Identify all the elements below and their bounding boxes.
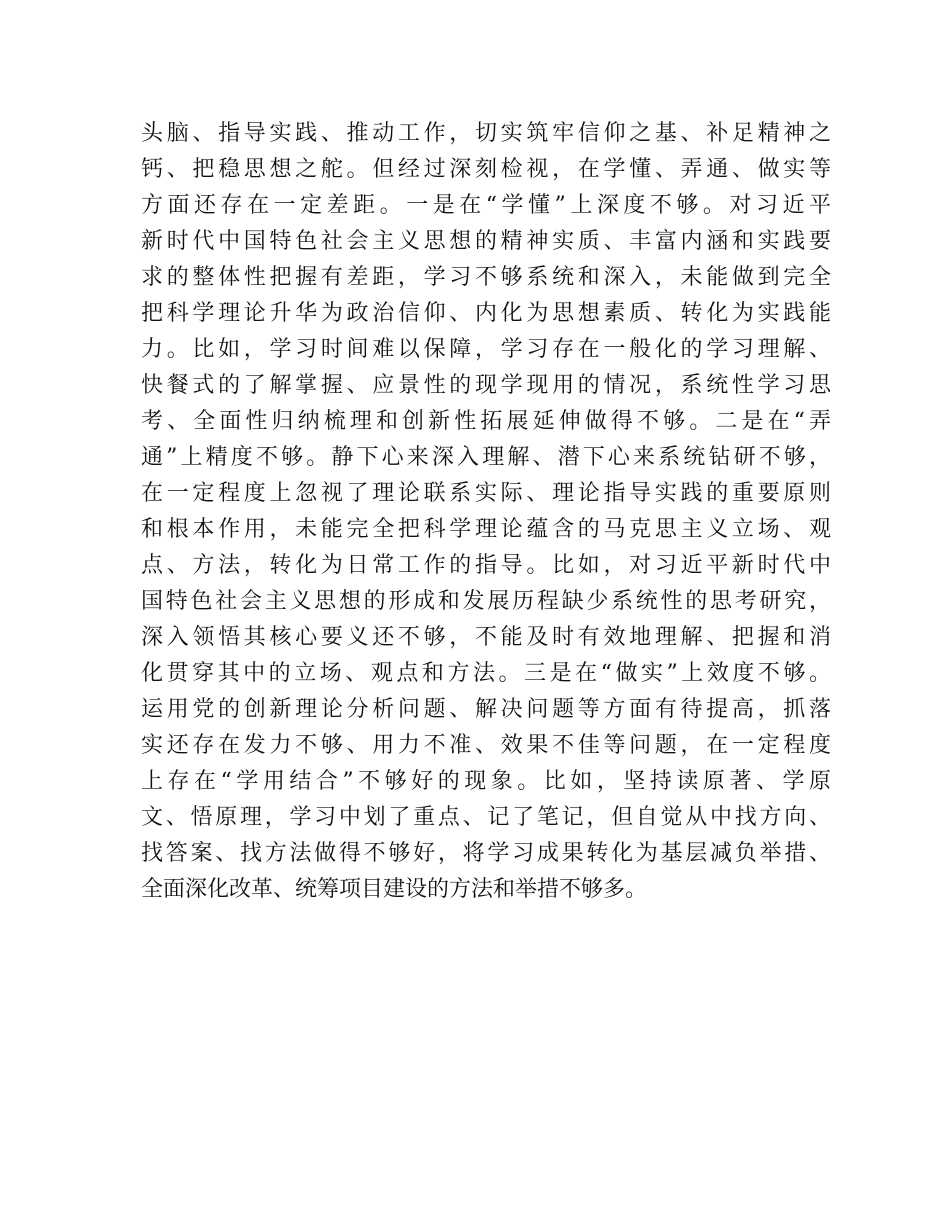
- text-line-5: 求的整体性把握有差距，学习不够系统和深入，未能做到完全: [141, 265, 831, 290]
- body-paragraph: [141, 116, 831, 908]
- text-line-15: 深入领悟其核心要义还不够，不能及时有效地理解、把握和消: [141, 625, 831, 650]
- text-line-2: 钙、把稳思想之舵。但经过深刻检视，在学懂、弄通、做实等: [141, 157, 831, 182]
- text-line-10: 通”上精度不够。静下心来深入理解、潜下心来系统钻研不够，: [141, 445, 831, 470]
- text-line-1: 头脑、指导实践、推动工作，切实筑牢信仰之基、补足精神之: [141, 121, 831, 146]
- text-line-19: 上存在“学用结合”不够好的现象。比如，坚持读原著、学原: [141, 769, 831, 794]
- text-line-9: 考、全面性归纳梳理和创新性拓展延伸做得不够。二是在“弄: [141, 409, 831, 434]
- text-line-17: 运用党的创新理论分析问题、解决问题等方面有待提高，抓落: [141, 697, 831, 722]
- text-line-12: 和根本作用，未能完全把科学理论蕴含的马克思主义立场、观: [141, 517, 831, 542]
- text-line-14: 国特色社会主义思想的形成和发展历程缺少系统性的思考研究，: [141, 589, 831, 614]
- text-line-11: 在一定程度上忽视了理论联系实际、理论指导实践的重要原则: [141, 481, 831, 506]
- text-line-21: 找答案、找方法做得不够好，将学习成果转化为基层减负举措、: [141, 841, 831, 866]
- text-line-6: 把科学理论升华为政治信仰、内化为思想素质、转化为实践能: [141, 301, 831, 326]
- text-line-22: 全面深化改革、统筹项目建设的方法和举措不够多。: [141, 877, 648, 902]
- text-line-3: 方面还存在一定差距。一是在“学懂”上深度不够。对习近平: [141, 193, 831, 218]
- text-line-8: 快餐式的了解掌握、应景性的现学现用的情况，系统性学习思: [141, 373, 831, 398]
- text-line-13: 点、方法，转化为日常工作的指导。比如，对习近平新时代中: [141, 553, 831, 578]
- text-line-4: 新时代中国特色社会主义思想的精神实质、丰富内涵和实践要: [141, 229, 831, 254]
- text-line-16: 化贯穿其中的立场、观点和方法。三是在“做实”上效度不够。: [141, 661, 831, 686]
- text-line-7: 力。比如，学习时间难以保障，学习存在一般化的学习理解、: [141, 337, 831, 362]
- text-line-20: 文、悟原理，学习中划了重点、记了笔记，但自觉从中找方向、: [141, 805, 831, 830]
- text-line-18: 实还存在发力不够、用力不准、效果不佳等问题，在一定程度: [141, 733, 831, 758]
